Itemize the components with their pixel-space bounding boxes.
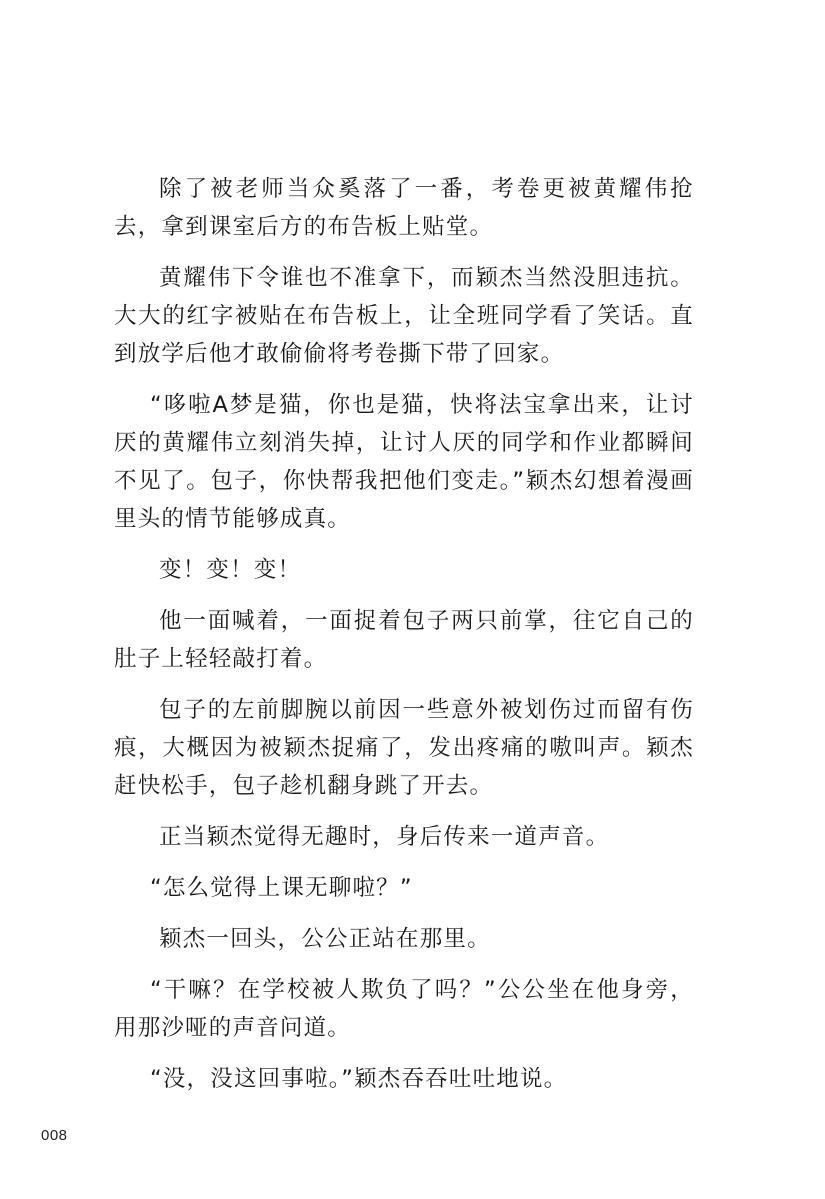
paragraph: “干嘛？在学校被人欺负了吗？”公公坐在他身旁，用那沙哑的声音问道。	[114, 977, 694, 1041]
paragraph: 他一面喊着，一面捉着包子两只前掌，往它自己的肚子上轻轻敲打着。	[114, 608, 694, 672]
paragraph: 黄耀伟下令谁也不准拿下，而颖杰当然没胆违抗。大大的红字被贴在布告板上，让全班同学看了笑话。直到放学后他才敢偷偷将考卷撕下带了回家。	[114, 265, 694, 367]
page-body	[114, 170, 694, 1111]
page-number: 008	[41, 1127, 68, 1144]
paragraph: “哆啦A梦是猫，你也是猫，快将法宝拿出来，让讨厌的黄耀伟立刻消失掉，让讨人厌的同学和作业都瞬间不见了。包子，你快帮我把他们变走。”颖杰幻想着漫画里头的情节能够成真。	[114, 392, 694, 532]
paragraph: “怎么觉得上课无聊啦？”	[150, 875, 413, 901]
paragraph: “没，没这回事啦。”颖杰吞吞吐吐地说。	[150, 1066, 568, 1092]
paragraph: 除了被老师当众奚落了一番，考卷更被黄耀伟抢去，拿到课室后方的布告板上贴堂。	[114, 176, 694, 240]
paragraph: 颖杰一回头，公公正站在那里。	[159, 926, 491, 952]
paragraph: 变！变！变！	[159, 557, 302, 583]
paragraph: 正当颖杰觉得无趣时，身后传来一道声音。	[159, 824, 610, 850]
paragraph: 包子的左前脚腕以前因一些意外被划伤过而留有伤痕，大概因为被颖杰捉痛了，发出疼痛的嗷叫声。颖杰赶快松手，包子趁机翻身跳了开去。	[114, 697, 694, 799]
